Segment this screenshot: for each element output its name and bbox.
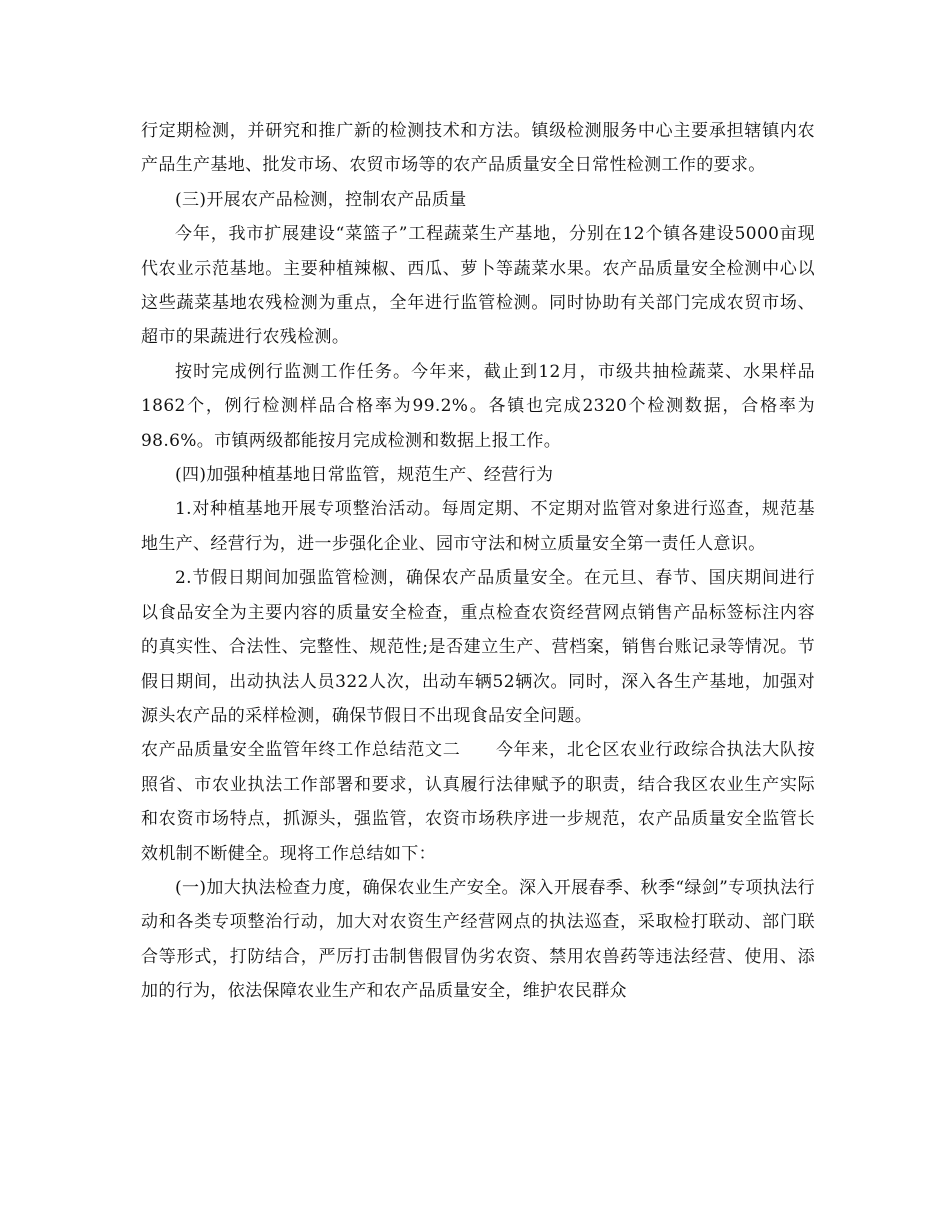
- document-body: [141, 114, 815, 1009]
- paragraph-enforcement: (一)加大执法检查力度，确保农业生产安全。深入开展春季、秋季“绿剑”专项执法行动和各类专项整治行动，加大对农资生产经营网点的执法巡查，采取检打联动、部门联合等形式，打防结合，严厉打击制售假冒伪劣农资、禁用农兽药等违法经营、使用、添加的行为，依法保障农业生产和农产品质量安全，维护农民群众: [141, 877, 815, 1002]
- paragraph-item-2: 2.节假日期间加强监管检测，确保农产品质量安全。在元旦、春节、国庆期间进行以食品安全为主要内容的质量安全检查，重点检查农资经营网点销售产品标签标注内容的真实性、合法性、完整性、规范性;是否建立生产、营档案，销售台账记录等情况。节假日期间，出动执法人员322人次，出动车辆52辆次。同时，深入各生产基地，加强对源头农产品的采样检测，确保节假日不出现食品安全问题。: [141, 568, 815, 726]
- section-heading-4: (四)加强种植基地日常监管，规范生产、经营行为: [175, 465, 554, 486]
- paragraph-item-1: 1.对种植基地开展专项整治活动。每周定期、不定期对监管对象进行巡查，规范基地生产、经营行为，进一步强化企业、园市守法和树立质量安全第一责任人意识。: [141, 499, 815, 554]
- paragraph-vegetable-base: 今年，我市扩展建设“菜篮子”工程蔬菜生产基地，分别在12个镇各建设5000亩现代农业示范基地。主要种植辣椒、西瓜、萝卜等蔬菜水果。农产品质量安全检测中心以这些蔬菜基地农残检测为重点，全年进行监管检测。同时协助有关部门完成农贸市场、超市的果蔬进行农残检测。: [141, 224, 815, 348]
- paragraph-routine-monitoring: 按时完成例行监测工作任务。今年来，截止到12月，市级共抽检蔬菜、水果样品1862个，例行检测样品合格率为99.2%。各镇也完成2320个检测数据，合格率为98.6%。市镇两级都能按月完成检测和数据上报工作。: [141, 361, 815, 451]
- paragraph-sample-two-intro: 农产品质量安全监管年终工作总结范文二 今年来，北仑区农业行政综合执法大队按照省、市农业执法工作部署和要求，认真履行法律赋予的职责，结合我区农业生产实际和农资市场特点，抓源头，强监管，农资市场秩序进一步规范，农产品质量安全监管长效机制不断健全。现将工作总结如下：: [141, 740, 815, 864]
- paragraph-continuation: 行定期检测，并研究和推广新的检测技术和方法。镇级检测服务中心主要承担辖镇内农产品生产基地、批发市场、农贸市场等的农产品质量安全日常性检测工作的要求。: [141, 121, 815, 176]
- section-heading-3: (三)开展农产品检测，控制农产品质量: [175, 189, 467, 210]
